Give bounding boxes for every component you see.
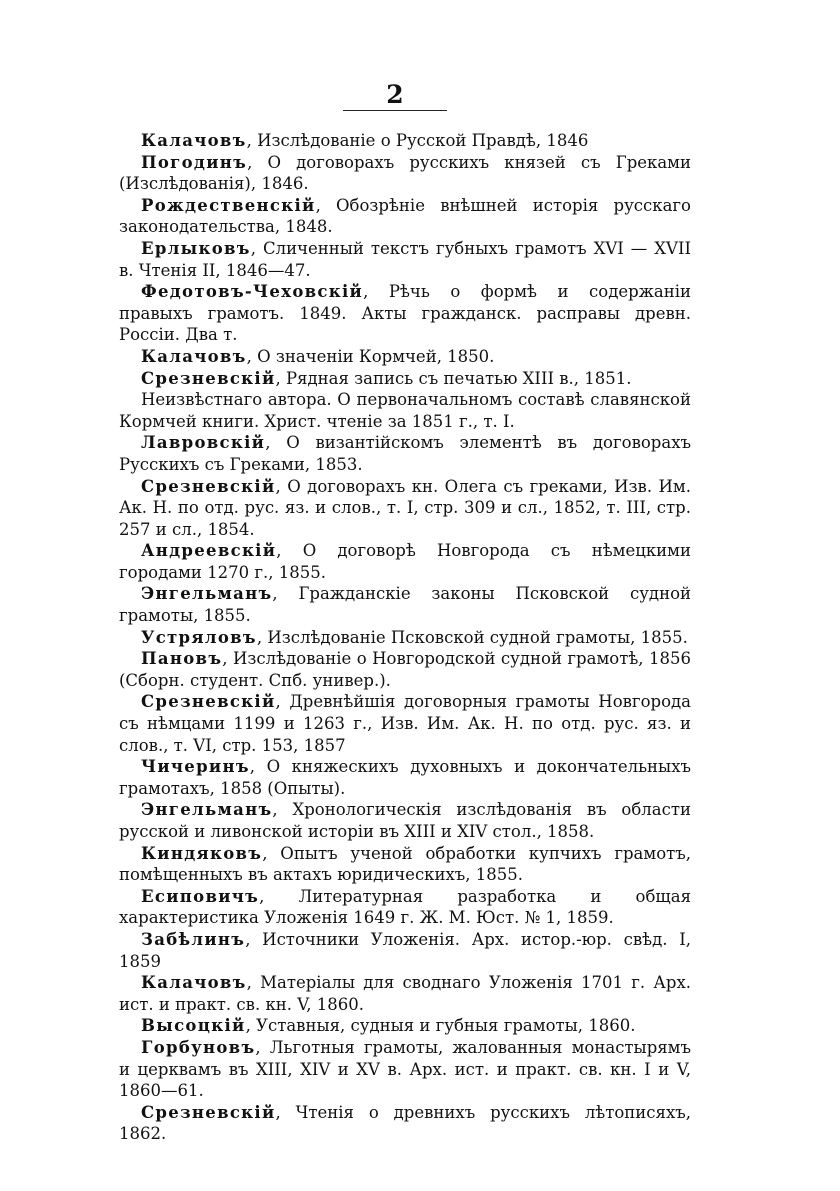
entry-author: Срезневскій bbox=[141, 368, 276, 388]
entry-author: Калачовъ bbox=[141, 131, 247, 150]
entry-text: , О значеніи Кормчей, 1850. bbox=[246, 346, 495, 366]
bibliography-entry bbox=[119, 540, 691, 583]
entry-author: Рождественскій bbox=[141, 195, 316, 215]
entry-text: , Рѣчь о формѣ и содержаніи правыхъ грамотъ. 1849. Акты гражданск. расправы древн. Россіи. Два т. bbox=[119, 282, 691, 345]
bibliography-entry bbox=[119, 152, 691, 195]
entry-author: Калачовъ bbox=[141, 346, 247, 366]
entry-text: , О договорахъ кн. Олега съ греками, Изв. Им. Ак. Н. по отд. рус. яз. и слов., т. I, стр. 309 и сл., 1852, т. III, стр. 257 и сл., 1854. bbox=[119, 476, 691, 539]
entry-text: , Сличенный текстъ губныхъ грамотъ XVI — XVII в. Чтенія II, 1846—47. bbox=[119, 238, 691, 280]
entry-text: , О договорахъ русскихъ князей съ Греками (Изслѣдованія), 1846. bbox=[119, 152, 691, 194]
entry-text: , Обозрѣніе внѣшней исторія русскаго законодательства, 1848. bbox=[119, 195, 691, 237]
bibliography-entry bbox=[119, 583, 691, 626]
entry-author: Энгельманъ bbox=[141, 800, 273, 820]
entry-text: , Матеріалы для своднаго Уложенія 1701 г. Арх. ист. и практ. св. кн. V, 1860. bbox=[119, 973, 691, 1014]
bibliography-entry bbox=[119, 843, 691, 886]
entry-author: Устряловъ bbox=[141, 627, 257, 647]
bibliography-entry bbox=[119, 1037, 691, 1102]
entry-author: Андреевскій bbox=[141, 541, 277, 561]
bibliography-entry bbox=[119, 346, 691, 368]
page-number: 2 bbox=[386, 80, 404, 109]
entry-author: Ерлыковъ bbox=[141, 238, 251, 258]
bibliography-entry bbox=[119, 432, 691, 475]
bibliography-entry bbox=[119, 1102, 691, 1145]
bibliography-entry bbox=[119, 756, 691, 799]
entry-text: Неизвѣстнаго автора. О первоначальномъ составѣ славянской Кормчей книги. Христ. чтеніе за 1851 г., т. I. bbox=[119, 390, 691, 431]
bibliography-entry bbox=[119, 195, 691, 238]
bibliography-entry bbox=[119, 799, 691, 842]
bibliography-entry bbox=[119, 972, 691, 1015]
bibliography-entry bbox=[119, 627, 691, 649]
entry-text: , Опытъ ученой обработки купчихъ грамотъ, помѣщенныхъ въ актахъ юридическихъ, 1855. bbox=[119, 843, 691, 885]
entry-author: Высоцкій bbox=[141, 1016, 246, 1036]
bibliography-entry bbox=[119, 389, 691, 432]
entry-text: , О княжескихъ духовныхъ и докончательныхъ грамотахъ, 1858 (Опыты). bbox=[119, 757, 691, 798]
bibliography-entry bbox=[119, 886, 691, 929]
entry-author: Погодинъ bbox=[141, 152, 248, 172]
entry-text: , О византійскомъ элементѣ въ договорахъ Русскихъ съ Греками, 1853. bbox=[119, 433, 691, 474]
entry-author: Федотовъ-Чеховскій bbox=[141, 282, 364, 302]
entry-text: , Чтенія о древнихъ русскихъ лѣтописяхъ, 1862. bbox=[119, 1102, 691, 1144]
entry-author: Пановъ bbox=[141, 649, 223, 669]
entry-author: Горбуновъ bbox=[141, 1037, 256, 1057]
bibliography-list bbox=[119, 130, 691, 1145]
entry-author: Есиповичъ bbox=[141, 886, 260, 906]
bibliography-entry bbox=[119, 281, 691, 346]
entry-author: Калачовъ bbox=[141, 973, 247, 993]
entry-text: , Литературная разработка и общая характеристика Уложенія 1649 г. Ж. М. Юст. № 1, 1859. bbox=[119, 886, 691, 928]
entry-author: Энгельманъ bbox=[141, 584, 273, 604]
entry-text: , Уставныя, судныя и губныя грамоты, 1860. bbox=[245, 1016, 636, 1036]
entry-text: , О договорѣ Новгорода съ нѣмецкими городами 1270 г., 1855. bbox=[119, 541, 691, 582]
bibliography-entry bbox=[119, 238, 691, 281]
header-rule bbox=[343, 110, 447, 111]
entry-text: , Источники Уложенія. Арх. истор.-юр. свѣд. I, 1859 bbox=[119, 929, 691, 971]
entry-text: , Изслѣдованіе о Русской Правдѣ, 1846 bbox=[246, 131, 589, 150]
entry-author: Срезневскій bbox=[141, 692, 276, 712]
bibliography-entry bbox=[119, 648, 691, 691]
entry-author: Срезневскій bbox=[141, 1102, 276, 1122]
entry-author: Срезневскій bbox=[141, 476, 276, 496]
entry-text: , Изслѣдованіе о Новгородской судной грамотѣ, 1856 (Сборн. студент. Спб. универ.). bbox=[119, 649, 691, 690]
entry-author: Чичеринъ bbox=[141, 757, 250, 777]
bibliography-entry bbox=[119, 1015, 691, 1037]
entry-text: , Хронологическія изслѣдованія въ области русской и ливонской исторіи въ XIII и XIV стол., 1858. bbox=[119, 800, 691, 841]
entry-author: Киндяковъ bbox=[141, 843, 263, 863]
entry-text: , Древнѣйшія договорныя грамоты Новгорода съ нѣмцами 1199 и 1263 г., Изв. Им. Ак. Н. по отд. рус. яз. и слов., т. VI, стр. 153, 1857 bbox=[119, 692, 691, 755]
bibliography-entry bbox=[119, 476, 691, 541]
bibliography-entry bbox=[119, 368, 691, 390]
entry-author: Лавровскій bbox=[141, 433, 266, 453]
bibliography-entry bbox=[119, 130, 691, 152]
entry-text: , Изслѣдованіе Псковской судной грамоты, 1855. bbox=[256, 627, 688, 647]
entry-text: , Рядная запись съ печатью XIII в., 1851. bbox=[275, 368, 632, 388]
entry-author: Забѣлинъ bbox=[141, 929, 246, 949]
entry-text: , Гражданскіе законы Псковской судной грамоты, 1855. bbox=[119, 584, 691, 626]
entry-text: , Льготныя грамоты, жалованныя монастырямъ и церквамъ въ XIII, XIV и XV в. Арх. ист. и практ. св. кн. I и V, 1860—61. bbox=[119, 1037, 691, 1101]
bibliography-entry bbox=[119, 929, 691, 972]
bibliography-entry bbox=[119, 691, 691, 756]
